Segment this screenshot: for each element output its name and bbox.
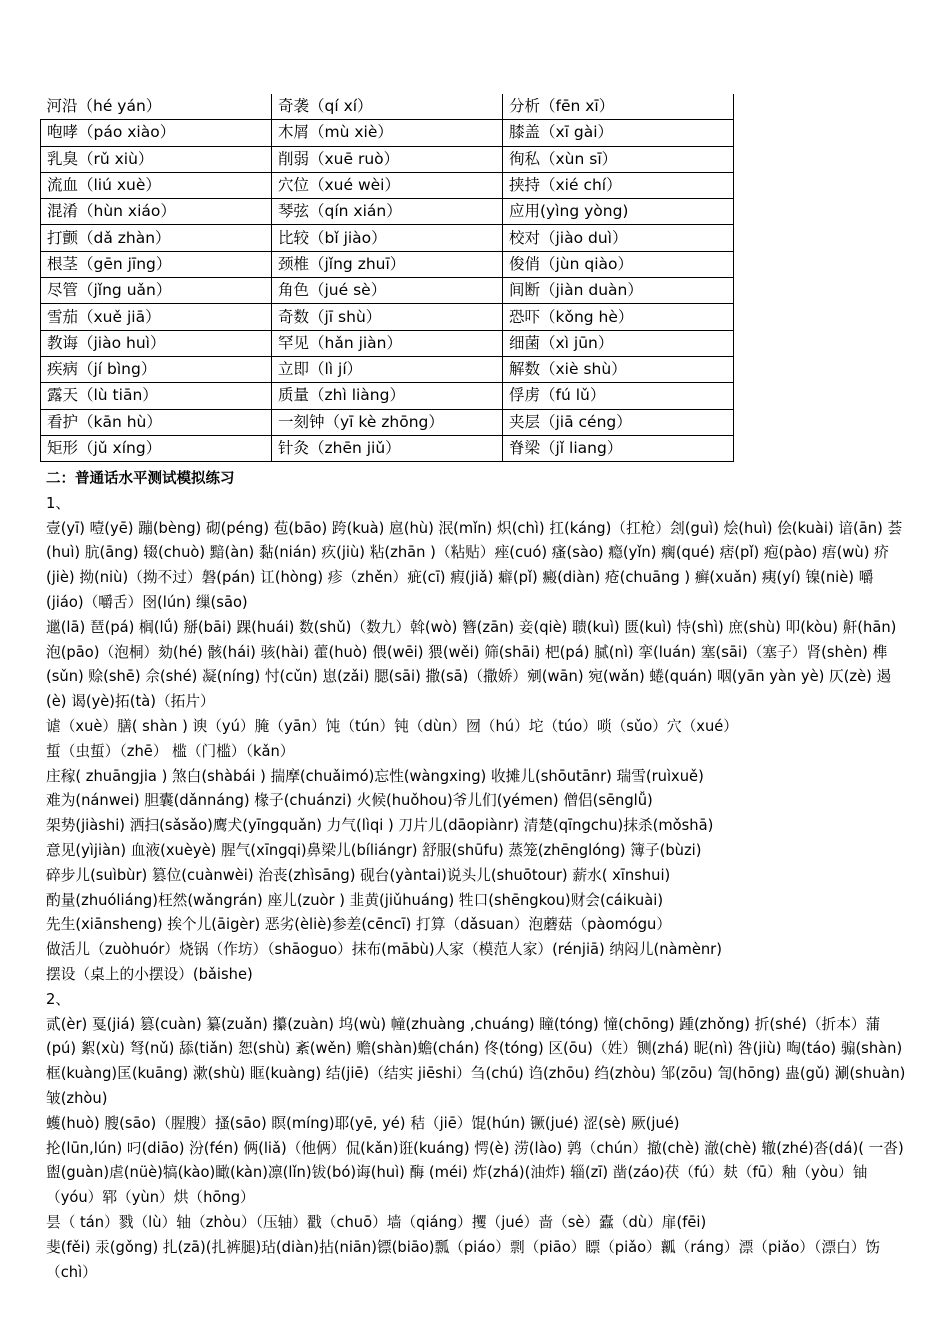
table-cell: 角色（jué sè） — [272, 278, 503, 304]
table-cell: 针灸（zhēn jiǔ） — [272, 435, 503, 461]
table-row — [41, 330, 734, 356]
table-cell: 俊俏（jùn qiào） — [503, 251, 734, 277]
table-row — [41, 120, 734, 146]
table-cell: 矩形（jǔ xíng） — [41, 435, 272, 461]
practice-lines — [46, 492, 910, 1286]
table-cell: 脊梁（jǐ liang） — [503, 435, 734, 461]
table-cell: 混淆（hùn xiáo） — [41, 199, 272, 225]
text-line: 酌量(zhuóliáng)枉然(wǎngrán) 座儿(zuòr ) 韭黄(jiǔhuáng) 牲口(shēngkou)财会(cáikuài) — [46, 891, 664, 909]
table-cell: 颈椎（jǐng zhuī） — [272, 251, 503, 277]
table-cell: 露天（lù tiān） — [41, 383, 272, 409]
table-row — [41, 146, 734, 172]
table-cell: 质量（zhì liàng） — [272, 383, 503, 409]
table-cell: 罕见（hǎn jiàn） — [272, 330, 503, 356]
table-cell: 细菌（xì jūn） — [503, 330, 734, 356]
table-cell: 一刻钟（yī kè zhōng） — [272, 409, 503, 435]
table-cell: 分析（fēn xī） — [503, 94, 734, 120]
table-row — [41, 356, 734, 382]
table-cell: 疾病（jí bìng） — [41, 356, 272, 382]
table-cell: 恐吓（kǒng hè） — [503, 304, 734, 330]
table-row — [41, 94, 734, 120]
table-cell: 流血（liú xuè） — [41, 172, 272, 198]
table-cell: 奇数（jī shù） — [272, 304, 503, 330]
table-cell: 解数（xiè shù） — [503, 356, 734, 382]
table-row — [41, 278, 734, 304]
table-cell: 削弱（xuē ruò） — [272, 146, 503, 172]
table-cell: 乳臭（rǔ xiù） — [41, 146, 272, 172]
table-cell: 间断（jiàn duàn） — [503, 278, 734, 304]
table-cell: 徇私（xùn sī） — [503, 146, 734, 172]
text-line: 壹(yī) 噎(yē) 蹦(bèng) 砌(péng) 苞(bāo) 跨(kuà) 扈(hù) 泯(mǐn) 炽(chì) 扛(káng)（扛枪）刽(guì) 烩(huì) 侩(kuài) 谙(ān) 荟(huì) 肮(āng) 辍(chuò) 黯(àn) 黏(nián) 疚(jiù) 粘(zhān )（粘贴）痤(cuó) 瘙(sào) 瘾(yǐn) 瘸(qué) 痞(pǐ) 疱(pào) 痦(wù) 疥(jiè) 拗(niù)（拗不过）磐(pán) 讧(hòng) 疹（zhěn）疵(cī) 瘕(jiǎ) 癖(pǐ) 癜(diàn) 疮(chuāng ) 癣(xuǎn) 痍(yí) 镍(niè) 嚼(jiáo)（嚼舌）囹(lún) 缫(sāo) — [46, 519, 903, 611]
table-cell: 琴弦（qín xián） — [272, 199, 503, 225]
text-line: 蜇（虫蜇）（zhē） 槛（门槛）（kǎn） — [46, 742, 295, 760]
table-row — [41, 435, 734, 461]
table-cell: 奇袭（qí xí） — [272, 94, 503, 120]
table-row — [41, 409, 734, 435]
vocab-table-container — [40, 94, 734, 462]
text-line: 蠖(huò) 膄(sāo)（腥膄）搔(sāo) 瞑(míng)耶(yē, yé) 秸（jiē）馄(hún) 镢(jué) 涩(sè) 厥(jué) — [46, 1114, 680, 1132]
text-line: 2、 — [46, 990, 71, 1008]
section-heading: 二：普通话水平测试模拟练习 — [46, 471, 235, 487]
table-cell: 河沿（hé yán） — [41, 94, 272, 120]
table-cell: 立即（lì jí） — [272, 356, 503, 382]
text-line: 斐(fěi) 汞(gǒng) 扎(zā)(扎裤腿)玷(diàn)拈(niān)镖(biāo)瓢（piáo）剽（piāo）瞟（piǎo）瓤（ráng）漂（piǎo）（漂白）饬（chì） — [46, 1238, 881, 1281]
text-line: 庄稼( zhuāngjia ) 煞白(shàbái ) 揣摩(chuǎimó)忘性(wàngxing) 收摊儿(shōutānr) 瑞雪(ruìxuě) — [46, 767, 704, 785]
text-line: 碎步儿(suìbùr) 篡位(cuànwèi) 治丧(zhìsāng) 砚台(yàntai)说头儿(shuōtour) 薪水( xīnshui) — [46, 866, 671, 884]
vocab-table — [40, 94, 734, 462]
text-line: 做活儿（zuòhuór）烧锅（作坊）（shāoguo）抹布(mābù)人家（模范人家）(rénjiā) 纳闷儿(nàmènr) — [46, 941, 722, 959]
table-cell: 俘虏（fú lǔ） — [503, 383, 734, 409]
table-cell: 木屑（mù xiè） — [272, 120, 503, 146]
table-cell: 看护（kān hù） — [41, 409, 272, 435]
table-cell: 校对（jiào duì） — [503, 225, 734, 251]
text-line: 邋(lā) 琶(pá) 榈(lǘ) 掰(bāi) 踝(huái) 数(shǔ)（数九）斡(wò) 簪(zān) 妾(qiè) 聩(kuì) 匮(kuì) 恃(shì) 庶(shù) 叩(kòu) 鼾(hān) 泡(pāo)（泡桐）劾(hé) 骸(hái) 骇(hài) 藿(huò) 偎(wēi) 猥(wěi) 筛(shāi) 杷(pá) 腻(nì) 挛(luán) 塞(sāi)（塞子）肾(shèn) 榫(sǔn) 赊(shē) 佘(shé) 凝(níng) 忖(cǔn) 崽(zǎi) 腮(sāi) 撒(sā)（撒娇）剜(wān) 宛(wǎn) 蜷(quán) 咽(yān yàn yè) 仄(zè) 遏(è) 谒(yè)拓(tà)（拓片） — [46, 618, 897, 711]
table-row — [41, 304, 734, 330]
table-row — [41, 225, 734, 251]
table-cell: 挟持（xié chí） — [503, 172, 734, 198]
table-cell: 夹层（jiā céng） — [503, 409, 734, 435]
practice-section — [46, 467, 910, 1285]
table-row — [41, 383, 734, 409]
table-cell: 膝盖（xī gài） — [503, 120, 734, 146]
table-cell: 尽管（jǐng uǎn） — [41, 278, 272, 304]
text-line: 架势(jiàshi) 洒扫(sǎsǎo)鹰犬(yīngquǎn) 力气(lìqi ) 刀片儿(dāopiànr) 清楚(qīngchu)抹杀(mǒshā) — [46, 817, 714, 835]
text-line: 先生(xiānsheng) 挨个儿(āigèr) 恶劣(èliè)参差(cēncī) 打算（dǎsuan）泡蘑菇（pàomógu） — [46, 916, 672, 934]
table-cell: 咆哮（páo xiào） — [41, 120, 272, 146]
table-cell: 雪茄（xuě jiā） — [41, 304, 272, 330]
table-row — [41, 251, 734, 277]
table-row — [41, 172, 734, 198]
text-line: 抡(lūn,lún) 叼(diāo) 汾(fén) 俩(liǎ)（他俩）侃(kǎn)诳(kuáng) 愕(è) 涝(lào) 鹑（chún）撤(chè) 澈(chè) 辙(zhé)沓(dá)( 一沓) 盥(guàn)虐(nüè)犒(kào)瞰(kàn)凛(lǐn)钹(bó)诲(huì) 酶 (méi) 炸(zhá)(油炸) 辎(zī) 凿(záo)茯（fú）麸（fū）釉（yòu）铀（yóu）郓（yùn）烘（hōng） — [46, 1139, 904, 1207]
table-cell: 应用(yìng yòng) — [503, 199, 734, 225]
text-line: 难为(nánwei) 胆囊(dǎnnáng) 椽子(chuánzi) 火候(huǒhou)爷儿们(yémen) 僧侣(sēnglǚ) — [46, 792, 653, 810]
table-cell: 穴位（xué wèi） — [272, 172, 503, 198]
table-row — [41, 199, 734, 225]
table-cell: 根茎（gēn jīng） — [41, 251, 272, 277]
text-line: 1、 — [46, 494, 71, 512]
table-cell: 打颤（dǎ zhàn） — [41, 225, 272, 251]
text-line: 谑（xuè）膳( shàn ) 谀（yú）腌（yān）饨（tún）钝（dùn）囫（hú）坨（túo）唢（sǔo）穴（xué） — [46, 717, 738, 735]
text-line: 昙（ tán）戮（lù）轴（zhòu）（压轴）戳（chuō）墙（qiáng）攫（jué）啬（sè）蠹（dù）扉(fēi) — [46, 1213, 707, 1231]
text-line: 贰(èr) 戛(jiá) 篡(cuàn) 纂(zuǎn) 攥(zuàn) 坞(wù) 幢(zhuàng ,chuáng) 瞳(tóng) 憧(chōng) 踵(zhǒng) 折(shé)（折本）蒲(pú) 絮(xù) 弩(nǔ) 舔(tiǎn) 恕(shù) 紊(wěn) 赡(shàn)蟾(chán) 佟(tóng) 区(ōu)（姓）铡(zhá) 昵(nì) 咎(jiù) 啕(táo) 骟(shàn) 框(kuàng)匡(kuāng) 漱(shù) 眶(kuàng) 结(jiē)（结实 jiēshi）刍(chú) 诌(zhōu) 绉(zhòu) 邹(zōu) 訇(hōng) 蛊(gǔ) 涮(shuàn)皱(zhòu) — [46, 1015, 906, 1107]
table-cell: 教诲（jiào huì） — [41, 330, 272, 356]
text-line: 摆设（桌上的小摆设）(bǎishe) — [46, 965, 253, 983]
table-cell: 比较（bǐ jiào） — [272, 225, 503, 251]
text-line: 意见(yìjiàn) 血液(xuèyè) 腥气(xīngqi)鼻梁儿(bíliángr) 舒服(shūfu) 蒸笼(zhēnglóng) 簿子(bùzi) — [46, 841, 702, 859]
vocab-table-body — [41, 94, 734, 462]
